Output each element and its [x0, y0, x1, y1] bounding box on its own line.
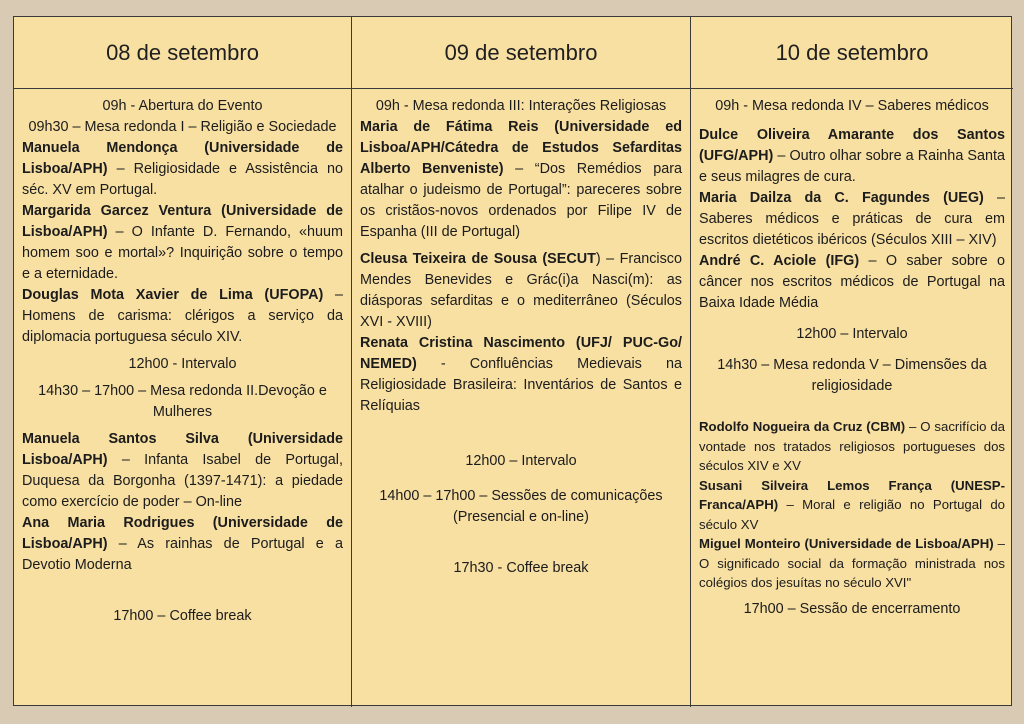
schedule-slot: 09h - Mesa redonda III: Interações Religiosas: [375, 98, 667, 114]
talk-title: – O significado social da formação ministrada nos colégios dos jesuítas no século XVI": [699, 536, 1006, 590]
day-3-schedule: [691, 89, 1013, 707]
column-header-day-3: 10 de setembro: [691, 17, 1013, 89]
schedule-slot: 09h - Mesa redonda IV – Saberes médicos: [715, 98, 989, 114]
talk-entry: [22, 429, 343, 513]
talk-entry: [22, 513, 343, 576]
schedule-slot: 17h00 – Coffee break: [113, 608, 252, 624]
schedule-slot: 09h30 – Mesa redonda I – Religião e Sociedade: [28, 119, 337, 135]
talk-entry: [699, 417, 1005, 476]
talk-title: – O sacrifício da vontade nos tratados religiosos portugueses dos séculos XIV e XV: [699, 419, 1005, 473]
schedule-slot: 17h30 - Coffee break: [453, 560, 589, 576]
speaker-name: Rodolfo Nogueira da Cruz (CBM): [699, 419, 906, 434]
speaker-name: Maria de Fátima Reis (Universidade ed Lisboa/APH/Cátedra de Estudos Sefarditas Alberto Benveniste): [360, 119, 682, 177]
talk-entry: [22, 201, 343, 285]
talk-title: – Moral e religião no Portugal do século XV: [699, 497, 1005, 532]
schedule-slot: 17h00 – Sessão de encerramento: [743, 600, 961, 617]
column-header-day-1: 08 de setembro: [14, 17, 352, 89]
speaker-name: Susani Silveira Lemos França (UNESP-Franca/APH): [699, 477, 1005, 512]
speaker-name: Margarida Garcez Ventura (Universidade de Lisboa/APH): [22, 203, 343, 240]
speaker-name: Douglas Mota Xavier de Lima (UFOPA): [22, 287, 324, 303]
talk-entry: [699, 534, 1005, 593]
talk-title: – Religiosidade e Assistência no séc. XV em Portugal.: [22, 161, 343, 198]
day-1-schedule: [14, 89, 352, 707]
schedule-slot: 09h - Abertura do Evento: [102, 98, 263, 114]
talk-entry: [699, 188, 1005, 251]
talk-title: - Confluências Medievais na Religiosidade Brasileira: Inventários de Santos e Relíquias: [360, 356, 682, 414]
talk-title: – Infanta Isabel de Portugal, Duquesa da Borgonha (1397-1471): a piedade como exercício de poder – On-line: [22, 452, 343, 510]
talk-title: – O saber sobre o câncer nos escritos médicos de Portugal na Baixa Idade Média: [699, 253, 1005, 311]
talk-entry: [699, 476, 1005, 535]
day-2-schedule: [352, 89, 691, 707]
schedule-slot: 14h30 – 17h00 – Mesa redonda II.Devoção e Mulheres: [38, 383, 327, 420]
talk-entry: [699, 251, 1005, 314]
talk-title: – “Dos Remédios para atalhar o judeismo de Portugal”: pareceres sobre os cristãos-novos ordenados por Filipe IV de Espanha (III de Portugal): [360, 161, 682, 240]
speaker-name: Manuela Mendonça (Universidade de Lisboa/APH): [22, 140, 343, 177]
talk-entry: [360, 117, 682, 243]
speaker-name: Renata Cristina Nascimento (UFJ/ PUC-Go/ NEMED): [360, 335, 682, 372]
schedule-slot: 12h00 – Intervalo: [465, 453, 577, 469]
talk-title: – O Infante D. Fernando, «huum homem soo e mortal»? Inquirição sobre o tempo e a eternidade.: [22, 224, 343, 282]
talk-title: – Saberes médicos e práticas de cura em escritos dietéticos ibéricos (Séculos XIII – XIV): [699, 190, 1005, 248]
talk-title: – As rainhas de Portugal e a Devotio Moderna: [22, 536, 343, 573]
talk-title: ) – Francisco Mendes Benevides e Grác(i)a Nasci(m): as diásporas sefarditas e o mediterrâneo (Séculos XVI - XVIII): [360, 251, 682, 330]
schedule-slot: 12h00 - Intervalo: [128, 356, 237, 372]
talk-entry: [360, 249, 682, 333]
speaker-name: André C. Aciole (IFG): [699, 253, 860, 269]
speaker-name: Manuela Santos Silva (Universidade Lisboa/APH): [22, 431, 343, 468]
schedule-table: [13, 16, 1012, 706]
speaker-name: Ana Maria Rodrigues (Universidade de Lisboa/APH): [22, 515, 343, 552]
talk-entry: [22, 285, 343, 348]
talk-title: – Homens de carisma: clérigos a serviço da diplomacia portuguesa século XIV.: [22, 287, 343, 345]
talk-title: – Outro olhar sobre a Rainha Santa e seus milagres de cura.: [699, 148, 1005, 185]
schedule-slot: 12h00 – Intervalo: [796, 326, 908, 342]
speaker-name: Maria Dailza da C. Fagundes (UEG): [699, 190, 984, 206]
speaker-name: Cleusa Teixeira de Sousa (SECUT: [360, 251, 596, 267]
talk-entry: [360, 333, 682, 417]
talk-entry: [22, 138, 343, 201]
schedule-slot: 14h30 – Mesa redonda V – Dimensões da religiosidade: [717, 357, 987, 394]
schedule-slot: 14h00 – 17h00 – Sessões de comunicações (Presencial e on-line): [379, 488, 663, 525]
column-header-day-2: 09 de setembro: [352, 17, 691, 89]
speaker-name: Miguel Monteiro (Universidade de Lisboa/APH): [699, 536, 994, 551]
speaker-name: Dulce Oliveira Amarante dos Santos (UFG/APH): [699, 127, 1005, 164]
talk-entry: [699, 125, 1005, 188]
